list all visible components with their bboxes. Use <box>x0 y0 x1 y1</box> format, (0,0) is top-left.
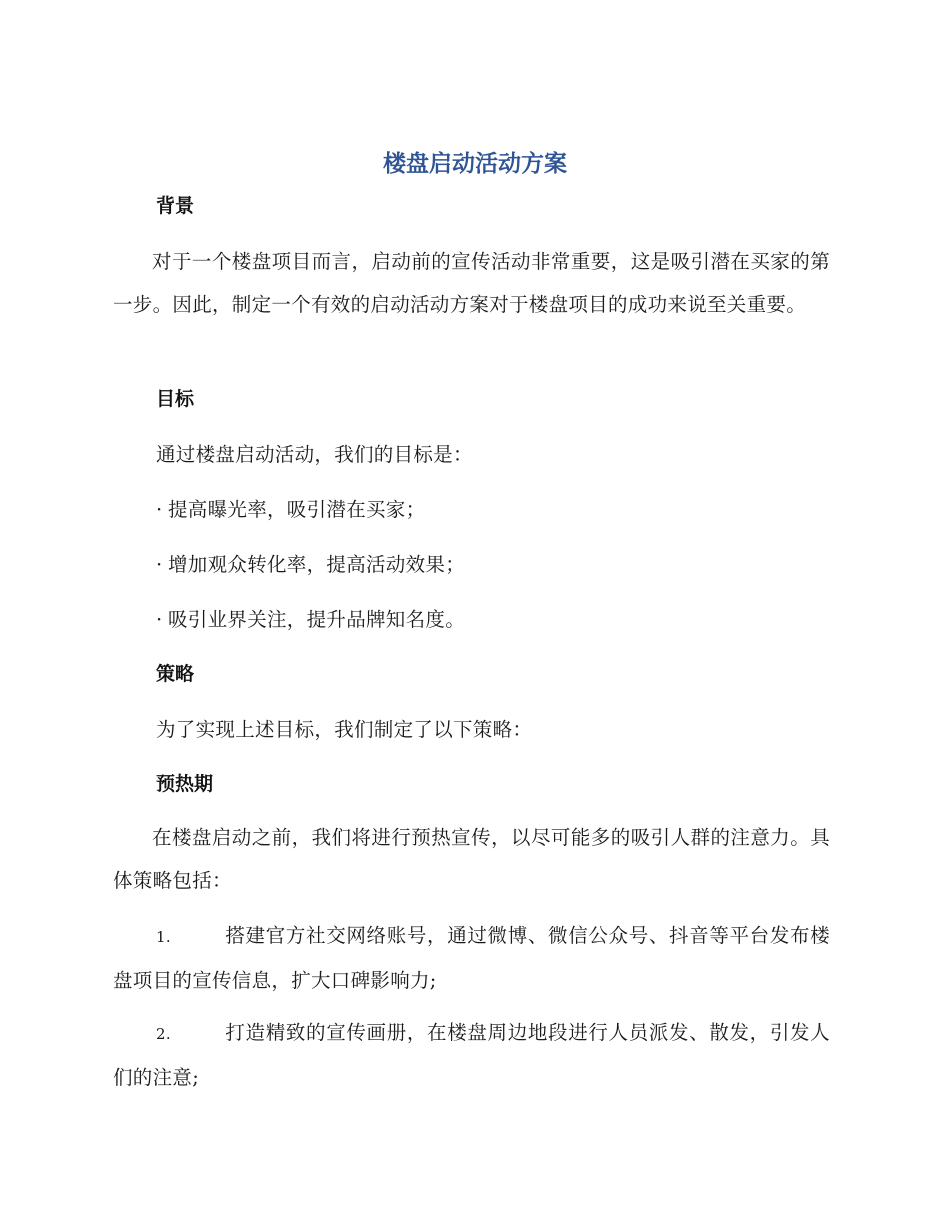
heading-goals: 目标 <box>156 388 195 410</box>
document-title: 楼盘启动活动方案 <box>383 151 567 177</box>
item-number: 2. <box>156 1025 171 1043</box>
numbered-item <box>113 1011 830 1099</box>
bullet-dot-icon: · <box>156 498 163 521</box>
bullet-item <box>156 606 465 634</box>
bullet-dot-icon: · <box>156 553 163 576</box>
bullet-text: 吸引业界关注，提升品牌知名度。 <box>168 608 466 631</box>
heading-warmup: 预热期 <box>156 773 214 795</box>
bullet-text: 提高曝光率，吸引潜在买家； <box>168 498 426 521</box>
item-text: 打造精致的宣传画册，在楼盘周边地段进行人员派发、散发，引发人们的注意; <box>113 1021 830 1089</box>
heading-background: 背景 <box>156 195 195 217</box>
strategy-intro: 为了实现上述目标，我们制定了以下策略： <box>156 718 533 741</box>
item-number: 1. <box>156 928 171 946</box>
paragraph-background: 对于一个楼盘项目而言，启动前的宣传活动非常重要，这是吸引潜在买家的第一步。因此，制定一个有效的启动活动方案对于楼盘项目的成功来说至关重要。 <box>113 250 830 316</box>
goals-intro: 通过楼盘启动活动，我们的目标是： <box>156 443 473 466</box>
bullet-dot-icon: · <box>156 608 163 631</box>
numbered-item <box>113 914 830 1002</box>
bullet-item <box>156 551 465 579</box>
paragraph-warmup: 在楼盘启动之前，我们将进行预热宣传，以尽可能多的吸引人群的注意力。具体策略包括： <box>113 826 830 892</box>
bullet-text: 增加观众转化率，提高活动效果； <box>168 553 466 576</box>
heading-strategy: 策略 <box>156 663 195 685</box>
item-text: 搭建官方社交网络账号，通过微博、微信公众号、抖音等平台发布楼盘项目的宣传信息，扩大口碑影响力; <box>113 924 830 992</box>
bullet-item <box>156 496 425 524</box>
